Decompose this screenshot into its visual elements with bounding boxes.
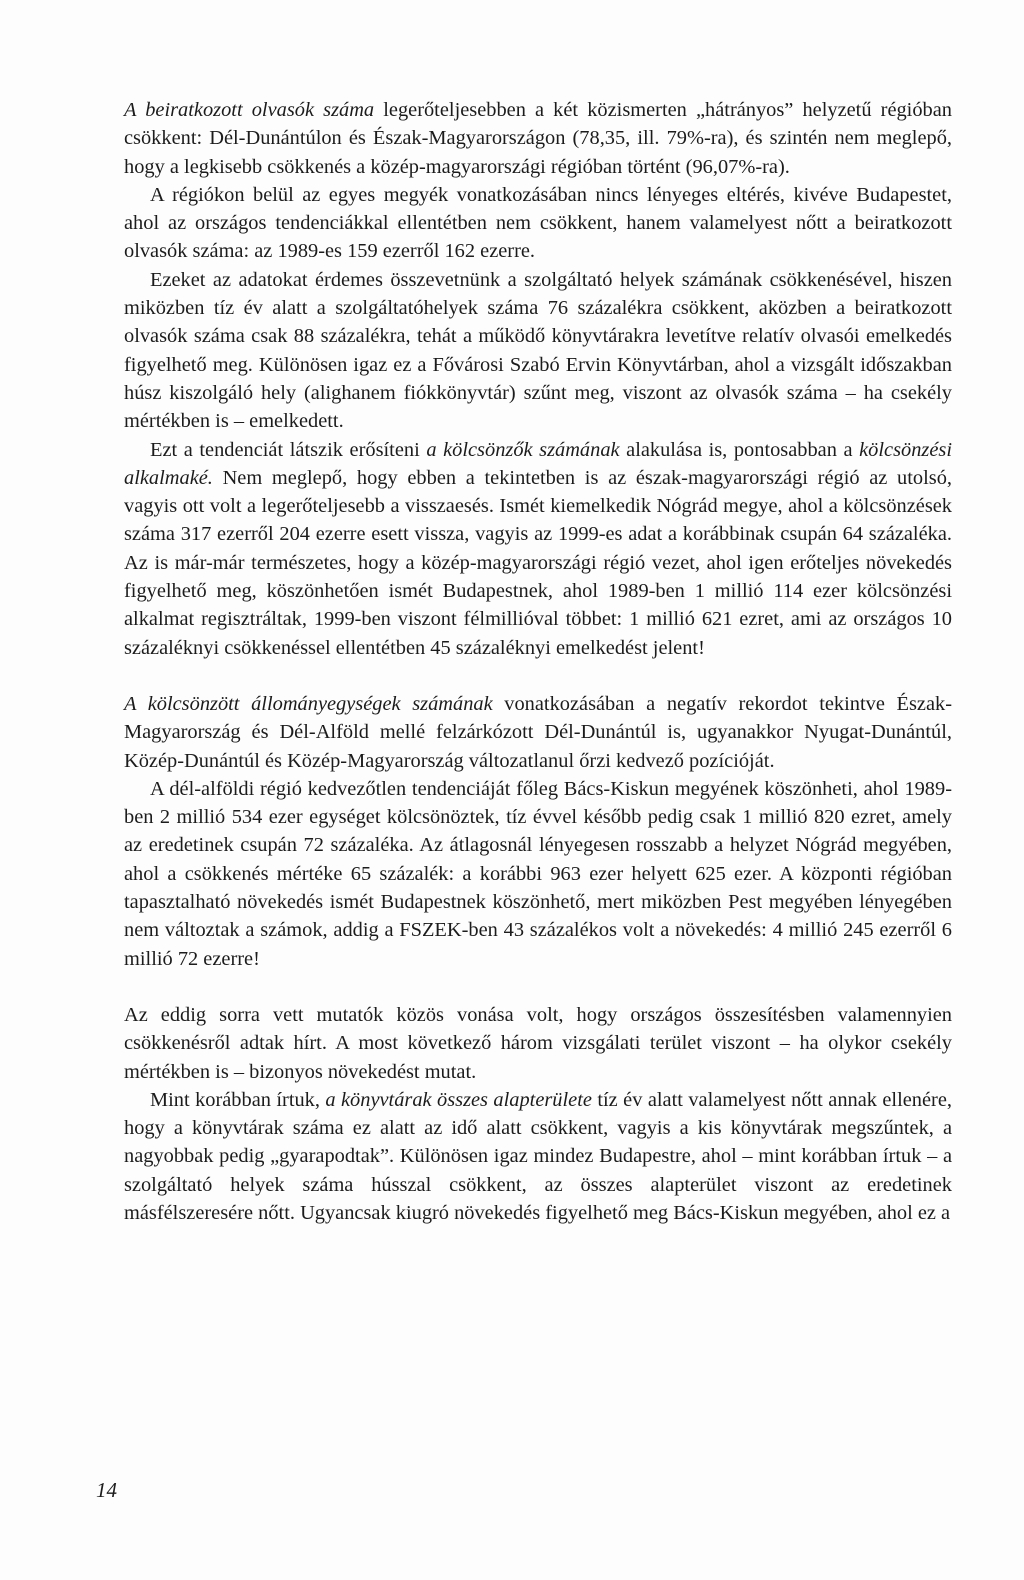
paragraph-registered-readers — [124, 96, 952, 181]
paragraph-service-points-comparison — [124, 266, 952, 436]
text-run: Nem meglepő, hogy ebben a tekintetben is az észak-magyarországi régió az utolsó, vagyis ott volt a legerőteljesebb a visszaesés. Ismét kiemelkedik Nógrád megye, ahol a kölcsönzések száma 317 ezerről 204 ezerre esett vissza, vagyis az 1999-es adat a korábbinak csupán 64 százaléka. Az is már-már természetes, hogy a közép-magyarországi régió vezet, ahol igen erőteljes növekedés figyelhető meg, köszönhetően ismét Budapestnek, ahol 1989-ben 1 millió 114 ezer kölcsönzési alkalmat regisztráltak, 1999-ben viszont félmillióval többet: 1 millió 621 ezret, ami az országos 10 százaléknyi csökkenéssel ellentétben 45 százaléknyi emelkedést jelent! — [124, 466, 952, 659]
italic-phrase: a könyvtárak összes alapterülete — [325, 1088, 592, 1111]
body-text — [124, 96, 952, 1227]
text-run: A dél-alföldi régió kedvezőtlen tendenciáját főleg Bács-Kiskun megyének köszönheti, ahol 1989-ben 2 millió 534 ezer egységet kölcsönöztek, tíz évvel később pedig csak 1 millió 820 ezret, amely az eredetinek csupán 72 százaléka. Az átlagosnál lényegesen rosszabb a helyzet Nógrád megyében, ahol a csökkenés mértéke 65 százalék: a korábbi 963 ezer helyett 625 ezer. A központi régióban tapasztalható növekedés ismét Budapestnek köszönhető, mert miközben Pest megyében lényegében nem változtak a számok, addig a FSZEK-ben 43 százalékos volt a növekedés: 4 millió 245 ezerről 6 millió 72 ezerre! — [124, 777, 952, 970]
text-run: Ezt a tendenciát látszik erősíteni — [150, 438, 427, 461]
italic-phrase: A beiratkozott olvasók száma — [124, 99, 375, 121]
text-run: alakulása is, pontosabban a — [619, 438, 860, 461]
italic-phrase: kölcsönzési alkalmaké. — [124, 438, 952, 489]
paragraph-floor-area — [124, 1086, 952, 1227]
text-run: legerőteljesebben a két közismerten „hátrányos” helyzetű régióban csökkent: Dél-Dunántúlon és Észak-Magyarországon (78,35, ill. 79%-ra), és szintén nem meglepő, hogy a legkisebb csökkenés a közép-magyarországi régióban történt (96,07%-ra). — [124, 99, 952, 178]
paragraph-loaned-items — [124, 690, 952, 775]
text-run: tíz év alatt valamelyest nőtt annak ellenére, hogy a könyvtárak száma ez alatt az idő alatt csökkent, vagyis a kis könyvtárak megszűntek, a nagyobbak pedig „gyarapodtak”. Különösen igaz mindez Budapestre, ahol – mint korábban írtuk – a szolgáltató helyek száma hússzal csökkent, az összes alapterület viszont az eredetinek másfélszeresére nőtt. Ugyancsak kiugró növekedés figyelhető meg Bács-Kiskun megyében, ahol ez a — [124, 1088, 952, 1224]
text-run: A régiókon belül az egyes megyék vonatkozásában nincs lényeges eltérés, kivéve Budapestet, ahol az országos tendenciákkal ellentétben nem csökkent, hanem valamelyest nőtt a beiratkozott olvasók száma: az 1989-es 159 ezerről 162 ezerre. — [124, 183, 952, 263]
text-run: Ezeket az adatokat érdemes összevetnünk a szolgáltató helyek számának csökkenésével, hiszen miközben tíz év alatt a szolgáltatóhelyek száma 76 százalékra csökkent, aközben a beiratkozott olvasók száma csak 88 százalékra, tehát a működő könyvtárakra levetítve relatív olvasói emelkedés figyelhető meg. Különösen igaz ez a Fővárosi Szabó Ervin Könyvtárban, ahol a vizsgált időszakban húsz kiszolgáló hely (alighanem fiókkönyvtár) szűnt meg, viszont az olvasók száma – ha csekély mértékben is – emelkedett. — [124, 268, 952, 433]
paragraph-south-great-plain — [124, 775, 952, 973]
text-run: Mint korábban írtuk, — [150, 1088, 326, 1111]
italic-phrase: a kölcsönzők számának — [426, 438, 620, 461]
text-run: Az eddig sorra vett mutatók közös vonása volt, hogy országos összesítésben valamennyien csökkenésről adtak hírt. A most következő három vizsgálati terület viszont – ha olykor csekély mértékben is – bizonyos növekedést mutat. — [124, 1003, 952, 1083]
page-number: 14 — [96, 1478, 117, 1502]
paragraph-borrowers — [124, 436, 952, 662]
paragraph-common-trait — [124, 1001, 952, 1086]
text-run: vonatkozásában a negatív rekordot tekintve Észak-Magyarország és Dél-Alföld mellé felzárkózott Dél-Dunántúl is, ugyanakkor Nyugat-Dunántúl, Közép-Dunántúl és Közép-Magyarország változatlanul őrzi kedvező pozícióját. — [124, 692, 952, 772]
paragraph-regions-counties — [124, 181, 952, 266]
italic-phrase: A kölcsönzött állományegységek számának — [124, 692, 493, 715]
